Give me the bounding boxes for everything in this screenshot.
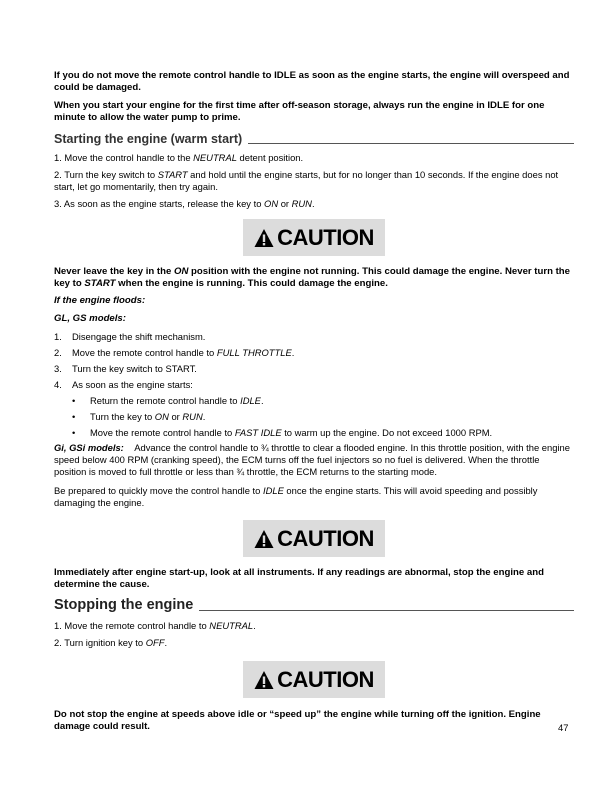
flood-steps-list xyxy=(54,331,574,439)
gl-gs-models-label: GL, GS models: xyxy=(54,313,126,324)
list-item: 2. Move the remote control handle to FULL THROTTLE. xyxy=(54,347,295,358)
warm-start-step-3: 3. As soon as the engine starts, release the key to ON or RUN. xyxy=(54,198,315,209)
bullet-item: • Move the remote control handle to FAST IDLE to warm up the engine. Do not exceed 1000 RPM. xyxy=(72,427,493,438)
gi-gsi-paragraph: Gi, GSi models: Advance the control handle to ¾ throttle to clear a flooded engine. In this throttle position, with the engine speed below 400 RPM (cranking speed), the ECM turns off the fuel injectors so no fuel is delivered. When the throttle position is moved to full throttle or less than ¾ throttle, the ECM returns to the starting mode. xyxy=(54,442,570,477)
stopping-step-1: 1. Move the remote control handle to NEUTRAL. xyxy=(54,620,256,631)
warm-start-step-2: 2. Turn the key switch to START and hold until the engine starts, but for no longer than 10 seconds. If the engine does not start, let go momentarily, then try again. xyxy=(54,169,559,192)
section-heading-warm-start xyxy=(54,132,574,147)
caution-banner xyxy=(243,520,385,557)
heading-rule xyxy=(248,143,574,144)
list-item: 1. Disengage the shift mechanism. xyxy=(54,331,206,342)
caution-3-text: Do not stop the engine at speeds above idle or “speed up” the engine while turning off the ignition. Engine damage could result. xyxy=(54,709,541,732)
caution-label: CAUTION xyxy=(277,666,374,692)
warning-first-start: When you start your engine for the first time after off-season storage, always run the engine in IDLE for one minute to allow the water pump to prime. xyxy=(54,100,545,123)
bullet-icon: • xyxy=(72,395,76,406)
warning-triangle-icon xyxy=(254,670,274,690)
caution-box-3 xyxy=(54,661,574,698)
caution-label: CAUTION xyxy=(277,224,374,250)
bullet-icon: • xyxy=(72,411,76,422)
manual-page xyxy=(54,70,574,733)
warm-start-step-1: 1. Move the control handle to the NEUTRAL detent position. xyxy=(54,152,304,163)
caution-banner xyxy=(243,219,385,256)
caution-banner xyxy=(243,661,385,698)
list-item: 4. As soon as the engine starts: xyxy=(54,379,193,390)
caution-label: CAUTION xyxy=(277,525,374,551)
heading-rule xyxy=(199,610,574,611)
bullet-item: • Return the remote control handle to IDLE. xyxy=(72,395,264,406)
section-heading-stopping xyxy=(54,597,574,614)
list-item: 3. Turn the key switch to START. xyxy=(54,363,197,374)
page-number: 47 xyxy=(558,722,569,733)
floods-title: If the engine floods: xyxy=(54,295,146,306)
caution-box-1 xyxy=(54,219,574,256)
warning-overspeed: If you do not move the remote control handle to IDLE as soon as the engine starts, the engine will overspeed and could be damaged. xyxy=(54,70,570,93)
prepared-paragraph: Be prepared to quickly move the control handle to IDLE once the engine starts. This will avoid speeding and possibly damaging the engine. xyxy=(54,485,538,508)
bullet-item: • Turn the key to ON or RUN. xyxy=(72,411,206,422)
stopping-step-2: 2. Turn ignition key to OFF. xyxy=(54,637,168,648)
warning-triangle-icon xyxy=(254,228,274,248)
warning-triangle-icon xyxy=(254,529,274,549)
gi-gsi-models-label: Gi, GSi models: xyxy=(54,442,124,453)
heading-text: Starting the engine (warm start) xyxy=(54,132,243,146)
caution-1-text: Never leave the key in the ON position with the engine not running. This could damage the engine. Never turn the key to START when the engine is running. This could damage the engine. xyxy=(54,266,571,289)
caution-box-2 xyxy=(54,520,574,557)
bullet-icon: • xyxy=(72,427,76,438)
heading-text: Stopping the engine xyxy=(54,597,194,613)
caution-2-text: Immediately after engine start-up, look at all instruments. If any readings are abnormal, stop the engine and determine the cause. xyxy=(54,567,544,590)
